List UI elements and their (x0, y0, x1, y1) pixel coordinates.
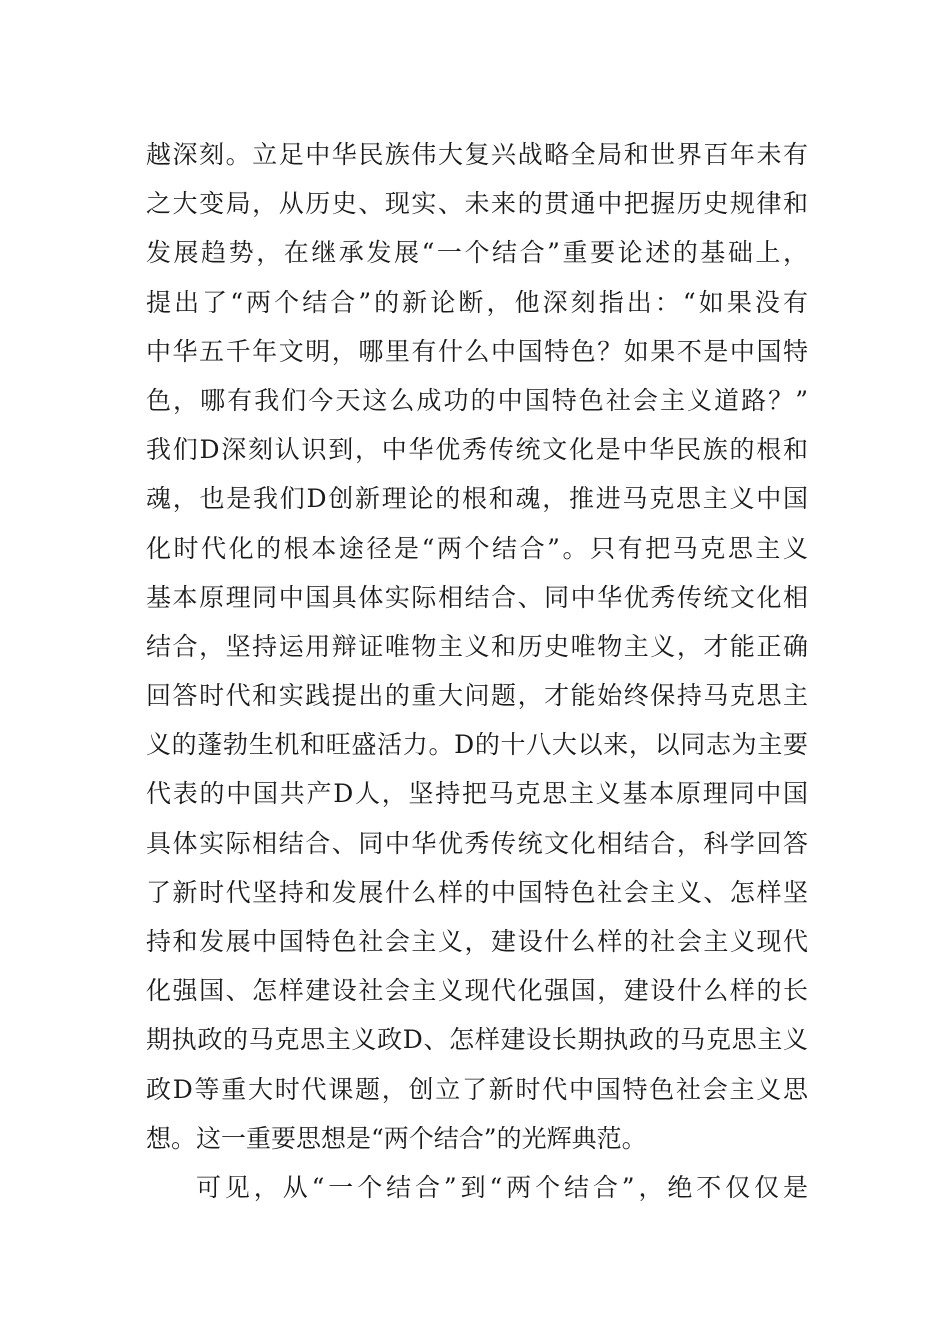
text-line: 结合，坚持运用辩证唯物主义和历史唯物主义，才能正确 (146, 631, 808, 661)
text-line: 中华五千年文明，哪里有什么中国特色？如果不是中国特 (146, 336, 808, 366)
text-line: 政D等重大时代课题，创立了新时代中国特色社会主义思 (146, 1074, 808, 1104)
text-line: 持和发展中国特色社会主义，建设什么样的社会主义现代 (146, 927, 808, 956)
text-line: 代表的中国共产D人，坚持把马克思主义基本原理同中国 (146, 779, 808, 809)
text-line: 具体实际相结合、同中华优秀传统文化相结合，科学回答 (146, 828, 808, 858)
text-line: 我们D深刻认识到，中华优秀传统文化是中华民族的根和 (146, 435, 808, 465)
text-line: 回答时代和实践提出的重大问题，才能始终保持马克思主 (146, 681, 808, 711)
body-text (146, 130, 808, 1212)
text-line: 化强国、怎样建设社会主义现代化强国，建设什么样的长 (146, 976, 808, 1006)
text-line: 色，哪有我们今天这么成功的中国特色社会主义道路？” (146, 385, 808, 415)
text-line: 期执政的马克思主义政D、怎样建设长期执政的马克思主义 (146, 1025, 808, 1055)
text-line: 魂，也是我们D创新理论的根和魂，推进马克思主义中国 (146, 484, 808, 514)
text-line: 化时代化的根本途径是“两个结合”。只有把马克思主义 (146, 533, 808, 563)
text-line: 发展趋势，在继承发展“一个结合”重要论述的基础上， (146, 238, 808, 268)
text-line: 可见，从“一个结合”到“两个结合”，绝不仅仅是 (196, 1172, 808, 1202)
text-line: 想。这一重要思想是“两个结合”的光辉典范。 (146, 1123, 647, 1153)
text-line: 越深刻。立足中华民族伟大复兴战略全局和世界百年未有 (146, 140, 808, 169)
text-line: 义的蓬勃生机和旺盛活力。D的十八大以来，以同志为主要 (146, 730, 808, 760)
text-line: 了新时代坚持和发展什么样的中国特色社会主义、怎样坚 (146, 877, 808, 907)
text-line: 基本原理同中国具体实际相结合、同中华优秀传统文化相 (146, 582, 808, 612)
text-line: 之大变局，从历史、现实、未来的贯通中把握历史规律和 (146, 189, 808, 219)
text-line: 提出了“两个结合”的新论断，他深刻指出：“如果没有 (146, 287, 808, 317)
